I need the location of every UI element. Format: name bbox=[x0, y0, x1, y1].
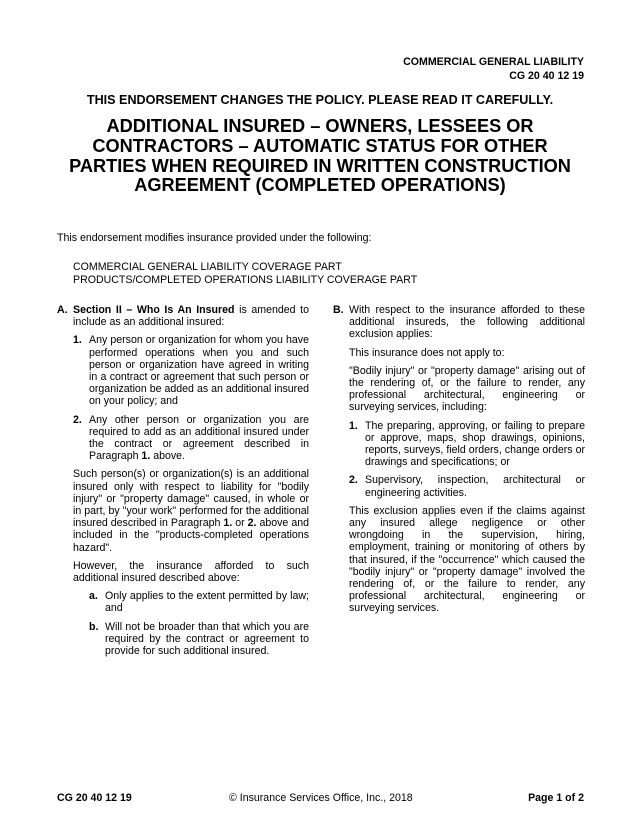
intro-text: This endorsement modifies insurance provided under the following: bbox=[57, 232, 372, 244]
paragraph: This insurance does not apply to: bbox=[349, 346, 505, 359]
item-text: The preparing, approving, or failing to prepare or approve, maps, shop drawings, opinions, reports, surveys, field orders, change orders or drawings and specifications; or bbox=[365, 419, 585, 469]
section-b bbox=[333, 304, 585, 341]
section-label: A. bbox=[57, 304, 68, 316]
page-number: Page 1 of 2 bbox=[528, 792, 584, 804]
column-left bbox=[57, 304, 309, 663]
section-text: With respect to the insurance afforded to these additional insureds, the following additional exclusion applies: bbox=[349, 304, 585, 341]
document-title: ADDITIONAL INSURED – OWNERS, LESSEES OR CONTRACTORS – AUTOMATIC STATUS FOR OTHER PARTIES WHEN REQUIRED IN WRITTEN CONSTRUCTION AGREEMENT (COMPLETED OPERATIONS) bbox=[69, 116, 571, 196]
list-item bbox=[57, 334, 309, 407]
endorsement-notice: THIS ENDORSEMENT CHANGES THE POLICY. PLEASE READ IT CAREFULLY. bbox=[86, 93, 554, 107]
item-label: a. bbox=[89, 590, 98, 603]
list-item bbox=[57, 621, 309, 658]
column-right bbox=[333, 304, 585, 621]
item-text: Supervisory, inspection, architectural or engineering activities. bbox=[365, 474, 585, 499]
coverage-part: COMMERCIAL GENERAL LIABILITY COVERAGE PART bbox=[73, 261, 342, 273]
item-label: 2. bbox=[73, 413, 82, 426]
list-item bbox=[57, 590, 309, 614]
text: above and included in the "products-completed operations hazard". bbox=[73, 517, 309, 554]
text: or bbox=[232, 517, 248, 530]
paragraph bbox=[73, 468, 309, 553]
list-item bbox=[333, 474, 585, 498]
paragraph: However, the insurance afforded to such additional insured described above: bbox=[73, 559, 309, 585]
paragraph-ref: 1. bbox=[223, 517, 233, 530]
item-label: b. bbox=[89, 620, 99, 633]
paragraph-ref: 1. bbox=[141, 450, 151, 463]
item-text: above. bbox=[150, 450, 186, 463]
section-text: is amended to include as an additional insured: bbox=[73, 304, 310, 329]
footer-form-number: CG 20 40 12 19 bbox=[57, 792, 132, 804]
section-heading: Section II – Who Is An Insured bbox=[73, 304, 235, 316]
footer-copyright: © Insurance Services Office, Inc., 2018 bbox=[229, 792, 413, 804]
section-label: B. bbox=[333, 304, 344, 316]
list-item bbox=[57, 414, 309, 463]
item-text: Only applies to the extent permitted by law; and bbox=[105, 590, 309, 615]
item-text: Any other person or organization you are required to add as an additional insured under the contract or agreement described in Paragraph bbox=[89, 413, 309, 463]
item-text: Will not be broader than that which you are required by the contract or agreement to provide for such additional insured. bbox=[105, 620, 309, 658]
paragraph: This exclusion applies even if the claims against any insured allege negligence or other wrongdoing in the supervision, hiring, employment, training or monitoring of others by that insured, if the "occurrence" which caused the "bodily injury" or "property damage" involved the rendering of, or the failure to render, any professional architectural, engineering or surveying services. bbox=[349, 504, 585, 615]
form-header bbox=[403, 55, 584, 83]
paragraph-ref: 2. bbox=[247, 517, 257, 530]
item-text: Any person or organization for whom you have performed operations when you and such person or organization have agreed in writing in a contract or agreement that such person or organization be added as an additional insured on your policy; and bbox=[89, 334, 309, 408]
coverage-part: PRODUCTS/COMPLETED OPERATIONS LIABILITY COVERAGE PART bbox=[73, 274, 418, 286]
item-label: 1. bbox=[73, 334, 82, 347]
item-label: 2. bbox=[349, 474, 358, 487]
item-label: 1. bbox=[349, 419, 358, 432]
coverage-parts bbox=[73, 261, 417, 287]
paragraph: "Bodily injury" or "property damage" arising out of the rendering of, or the failure to render, any professional architectural, engineering or surveying services, including: bbox=[349, 364, 585, 414]
form-number: CG 20 40 12 19 bbox=[509, 70, 584, 82]
list-item bbox=[333, 420, 585, 469]
header-line: COMMERCIAL GENERAL LIABILITY bbox=[403, 56, 584, 68]
section-a bbox=[57, 304, 309, 328]
text: Such person(s) or organization(s) is an additional insured only with respect to liability for "bodily injury" or "property damage" caused, in whole or in part, by "your work" performed for the additional insured described in Paragraph bbox=[73, 468, 309, 530]
